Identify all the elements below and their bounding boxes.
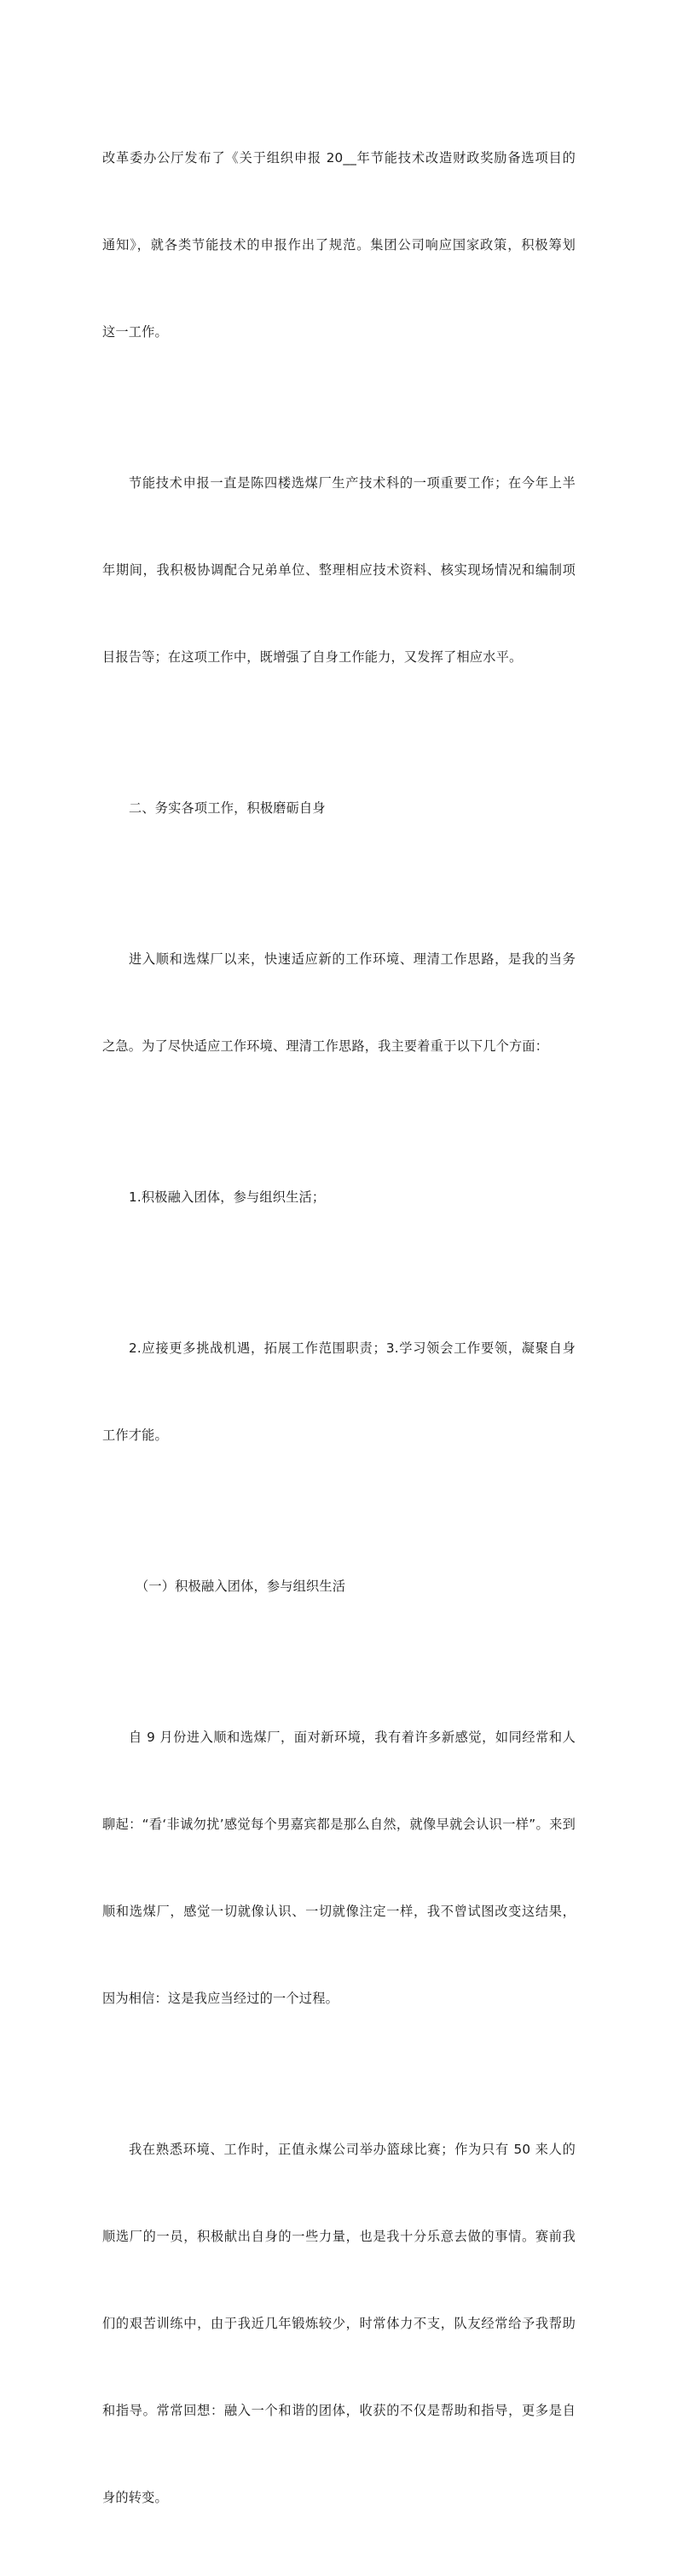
text-line: 我在熟悉环境、工作时，正值永煤公司举办篮球比赛；作为只有 50 来人的 [129,2142,576,2157]
subsection-heading-1 [102,1514,576,1659]
text-line: 1.积极融入团体，参与组织生活； [129,1189,326,1205]
text-line: 自 9 月份进入顺和选煤厂，面对新环境，我有着许多新感觉，如同经常和人 [129,1730,576,1745]
text-line: 进入顺和选煤厂以来，快速适应新的工作环境、理清工作思路，是我的当务 [129,951,576,967]
text-line: 身的转变。 [102,2490,168,2505]
text-line: 这一工作。 [102,324,168,340]
list-item-2-3 [102,1276,576,1508]
text-line: 年期间，我积极协调配合兄弟单位、整理相应技术资料、核实现场情况和编制项 [102,562,576,578]
text-line: 和指导。常常回想：融入一个和谐的团体，收获的不仅是帮助和指导，更多是自 [102,2403,576,2418]
paragraph-intro [102,85,576,404]
text-line: 们的艰苦训练中，由于我近几年锻炼较少，时常体力不支，队友经常给予我帮助 [102,2316,576,2331]
text-line: 聊起：“看‘非诚勿扰’感觉每个男嘉宾都是那么自然，就像早就会认识一样”。来到 [102,1817,576,1832]
text-line: 二、务实各项工作，积极磨砺自身 [129,800,326,816]
document-page [102,85,576,2576]
text-line: 2.应接更多挑战机遇，拓展工作范围职责；3.学习领会工作要领，凝聚自身 [129,1340,576,1356]
text-line: 之急。为了尽快适应工作环境、理清工作思路，我主要着重于以下几个方面： [102,1038,549,1054]
text-line: 节能技术申报一直是陈四楼选煤厂生产技术科的一项重要工作；在今年上半 [129,475,576,491]
text-line: 改革委办公厅发布了《关于组织申报 20__年节能技术改造财政奖励备选项目的 [102,150,576,166]
paragraph-adapt [102,887,576,1119]
text-line: （一）积极融入团体，参与组织生活 [136,1579,346,1594]
paragraph-energy-tech [102,410,576,730]
text-line: 通知》，就各类节能技术的申报作出了规范。集团公司响应国家政策，积极筹划 [102,237,576,253]
section-heading-2 [102,736,576,881]
text-line: 工作才能。 [102,1428,168,1443]
paragraph-basketball [102,2077,576,2570]
text-line: 顺选厂的一员，积极献出自身的一些力量，也是我十分乐意去做的事情。赛前我 [102,2229,576,2244]
text-line: 因为相信：这是我应当经过的一个过程。 [102,1991,338,2006]
list-item-1 [102,1125,576,1270]
paragraph-new-environment [102,1665,576,2071]
text-line: 顺和选煤厂，感觉一切就像认识、一切就像注定一样，我不曾试图改变这结果， [102,1904,576,1919]
text-line: 目报告等；在这项工作中，既增强了自身工作能力，又发挥了相应水平。 [102,649,523,665]
